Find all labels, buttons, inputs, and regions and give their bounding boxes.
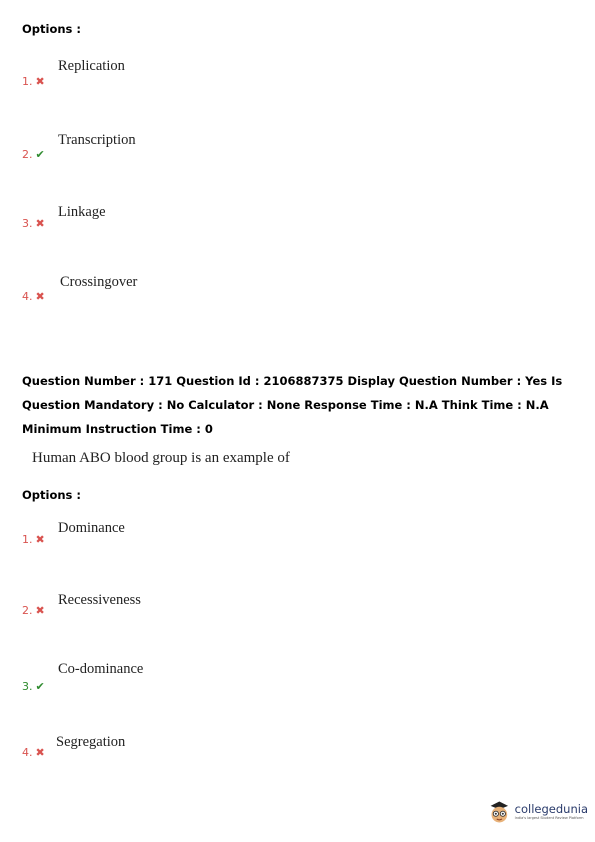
logo-name: collegedunia (514, 802, 588, 816)
options-label: Options : (22, 22, 81, 36)
option-text: Recessiveness (58, 592, 141, 608)
option-number-3: 3. ✔ (22, 680, 45, 693)
cross-icon: ✖ (35, 533, 45, 546)
owl-mascot-icon (488, 797, 511, 827)
logo-tagline: India's largest Student Review Platform (514, 816, 584, 820)
cross-icon: ✖ (35, 75, 45, 88)
option-text: Dominance (58, 520, 125, 536)
collegedunia-logo (488, 796, 588, 828)
option-number-1: 1. ✖ (22, 533, 45, 546)
cross-icon: ✖ (35, 217, 45, 230)
option-number-4: 4. ✖ (22, 746, 45, 759)
option-number-2: 2. ✔ (22, 148, 45, 161)
cross-icon: ✖ (35, 290, 45, 303)
options-label: Options : (22, 488, 81, 502)
option-text: Segregation (56, 734, 126, 750)
option-number-1: 1. ✖ (22, 75, 45, 88)
option-number-4: 4. ✖ (22, 290, 45, 303)
option-number-3: 3. ✖ (22, 217, 45, 230)
question-metadata: Question Number : 171 Question Id : 2106887375 Display Question Number : Yes Is Question Mandatory : No Calculator : None Response Time : N.A Think Time : N.A Minimum Instruction Time : 0 (22, 374, 563, 436)
check-icon: ✔ (35, 148, 45, 161)
check-icon: ✔ (35, 680, 45, 693)
option-text: Replication (58, 58, 125, 74)
option-number-2: 2. ✖ (22, 604, 45, 617)
cross-icon: ✖ (35, 604, 45, 617)
option-text: Crossingover (60, 274, 138, 290)
option-text: Transcription (58, 132, 136, 148)
cross-icon: ✖ (35, 746, 45, 759)
option-text: Linkage (58, 204, 106, 220)
question-text: Human ABO blood group is an example of (32, 450, 290, 466)
option-text: Co-dominance (58, 661, 144, 677)
